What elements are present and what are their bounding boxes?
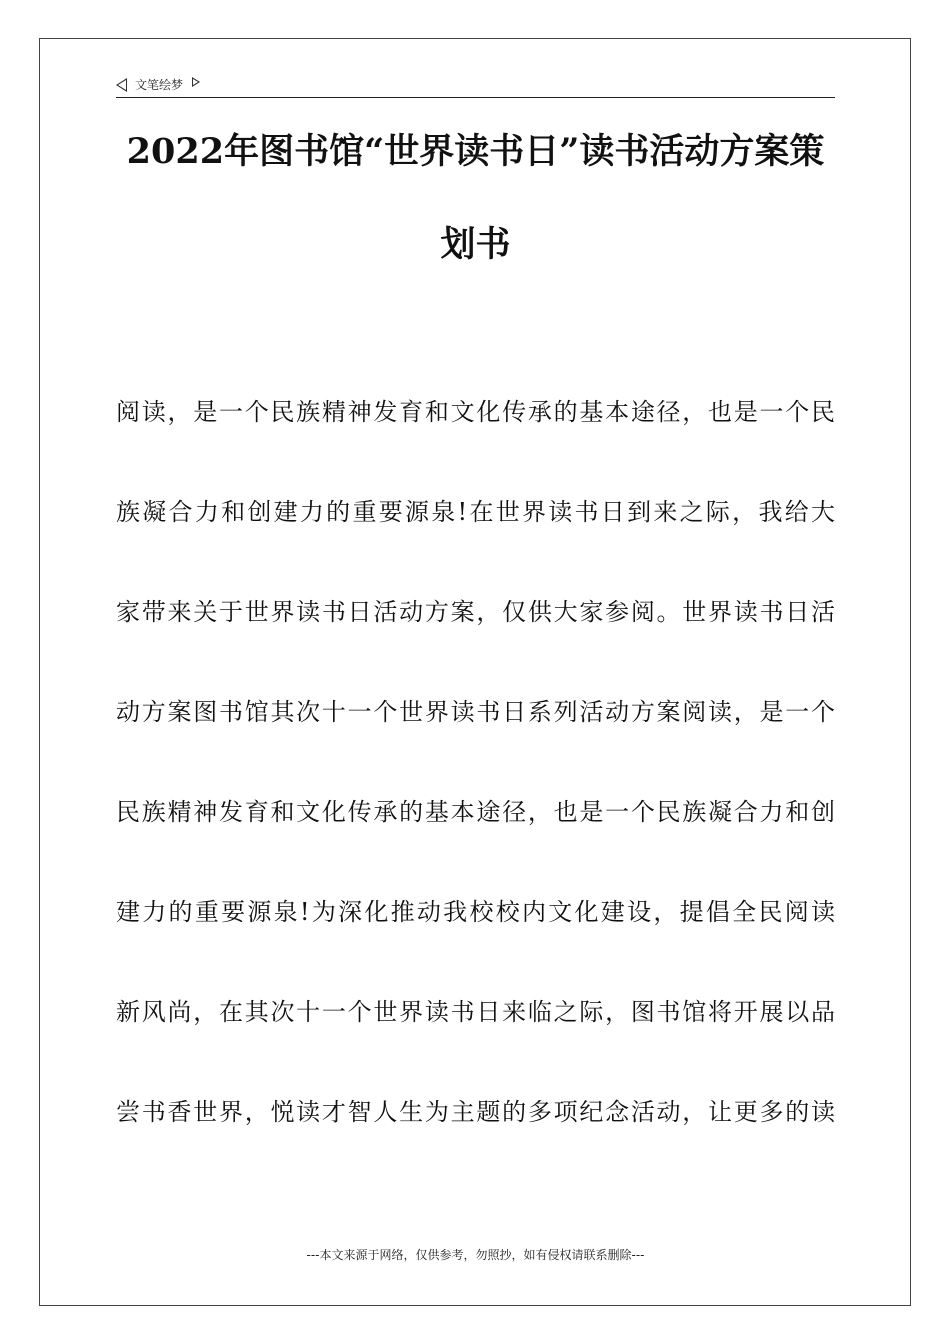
triangle-left-icon <box>116 78 127 92</box>
title-line-2: 划书 <box>440 224 511 265</box>
title-line-1: 2022年图书馆“世界读书日”读书活动方案策 <box>126 131 825 172</box>
body-line: 族凝合力和创建力的重要源泉!在世界读书日到来之际，我给大 <box>116 498 835 526</box>
header-brand-group <box>116 76 200 93</box>
body-line: 尝书香世界，悦读才智人生为主题的多项纪念活动，让更多的读 <box>116 1098 835 1126</box>
header-brand: 文笔绘梦 <box>135 78 184 92</box>
body-line: 动方案图书馆其次十一个世界读书日系列活动方案阅读，是一个 <box>116 698 835 726</box>
triangle-right-icon <box>192 77 200 87</box>
body-line: 民族精神发育和文化传承的基本途径，也是一个民族凝合力和创 <box>116 798 835 826</box>
body-line: 建力的重要源泉!为深化推动我校校内文化建设，提倡全民阅读 <box>116 898 835 926</box>
body-line: 家带来关于世界读书日活动方案，仅供大家参阅。世界读书日活 <box>116 598 835 626</box>
document-title <box>116 128 835 269</box>
body-line: 新风尚，在其次十一个世界读书日来临之际，图书馆将开展以品 <box>116 998 835 1026</box>
page-header <box>116 74 835 98</box>
body-paragraph <box>116 362 835 1162</box>
body-line: 阅读，是一个民族精神发育和文化传承的基本途径，也是一个民 <box>116 398 835 426</box>
page-footer: ---本文来源于网络，仅供参考，勿照抄，如有侵权请联系删除--- <box>306 1248 645 1262</box>
